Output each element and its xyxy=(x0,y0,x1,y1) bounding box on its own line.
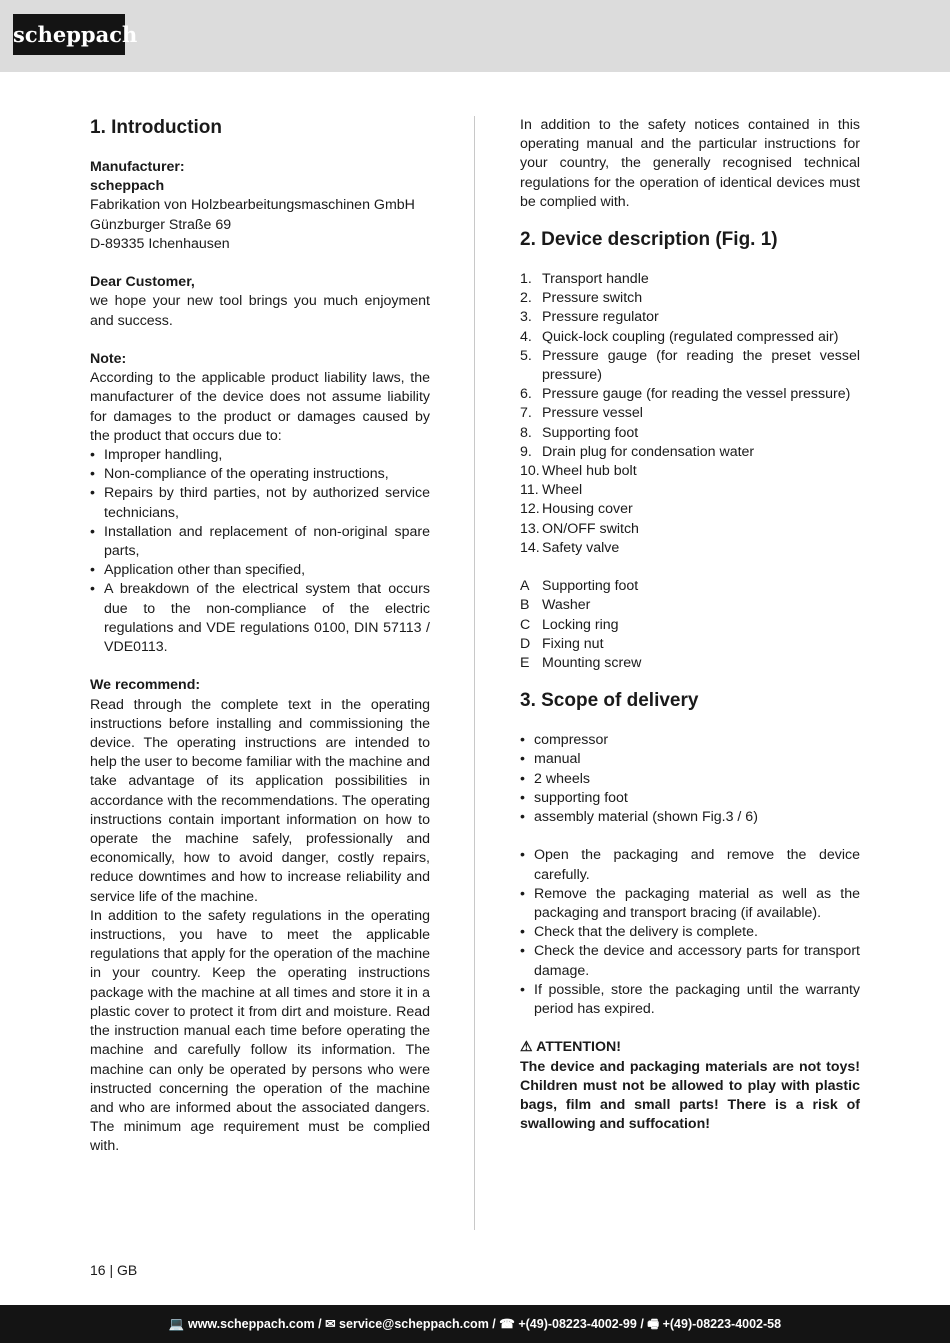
fax-icon: 🖷 xyxy=(647,1317,660,1331)
list-item: • Check that the delivery is complete. xyxy=(520,923,860,942)
fax-number: +(49)-08223-4002-58 xyxy=(662,1317,782,1331)
list-item: B Washer xyxy=(520,597,591,614)
column-divider xyxy=(474,116,475,1230)
mail-icon: ✉ xyxy=(325,1317,336,1331)
manufacturer-street: Günzburger Straße 69 xyxy=(90,216,232,233)
section-title-device-description: 2. Device description (Fig. 1) xyxy=(520,229,778,251)
manufacturer-name: scheppach xyxy=(90,178,165,195)
list-item: 6. Pressure gauge (for reading the vessel pressure) xyxy=(520,386,851,403)
list-item: • Open the packaging and remove the device carefully. xyxy=(520,846,860,884)
list-item: 3. Pressure regulator xyxy=(520,309,659,326)
header-band xyxy=(0,0,950,72)
manufacturer-label: Manufacturer: xyxy=(90,159,185,175)
list-item: • 2 wheels xyxy=(520,770,860,789)
footer-bar: 💻 www.scheppach.com / ✉ service@scheppach.com / ☎ +(49)-08223-4002-99 / 🖷 +(49)-08223-4002-58 xyxy=(0,1305,950,1343)
list-item: • Improper handling, xyxy=(90,446,430,465)
attention-label: ATTENTION! xyxy=(536,1039,622,1056)
list-item: • Installation and replacement of non-original spare parts, xyxy=(90,523,430,561)
scope-steps-list xyxy=(520,846,860,1019)
scope-items-list xyxy=(520,731,860,827)
list-item: E Mounting screw xyxy=(520,655,642,672)
list-item: 2. Pressure switch xyxy=(520,290,643,307)
manufacturer-company: Fabrikation von Holzbearbeitungsmaschinen GmbH xyxy=(90,197,415,214)
dear-customer-text: we hope your new tool brings you much enjoyment and success. xyxy=(90,293,430,329)
safety-intro-text: In addition to the safety notices contained in this operating manual and the particular instructions for your country, the generally recognised technical regulations for the operation of identical devices must be complied with. xyxy=(520,117,860,210)
dear-customer-label: Dear Customer, xyxy=(90,274,195,291)
list-item: 11. Wheel xyxy=(520,482,583,499)
device-parts-list xyxy=(520,270,860,558)
list-item: • compressor xyxy=(520,731,860,750)
list-item: 1. Transport handle xyxy=(520,271,649,288)
list-item: • Repairs by third parties, not by authorized service technicians, xyxy=(90,484,430,522)
list-item: 7. Pressure vessel xyxy=(520,405,643,422)
list-item: 8. Supporting foot xyxy=(520,424,639,441)
list-item: C Locking ring xyxy=(520,616,619,633)
list-item: • manual xyxy=(520,750,860,769)
note-label: Note: xyxy=(90,351,127,367)
warning-triangle-icon: ⚠ xyxy=(520,1039,533,1056)
phone-number: +(49)-08223-4002-99 xyxy=(518,1317,637,1331)
website-link[interactable]: www.scheppach.com xyxy=(187,1317,315,1331)
attention-text: The device and packaging materials are not toys! Children must not be allowed to play with plastic bags, film and small parts! There is a risk of swallowing and suffocation! xyxy=(520,1058,860,1133)
attention-heading xyxy=(520,1038,860,1057)
list-item: A Supporting foot xyxy=(520,578,639,595)
manufacturer-city: D-89335 Ichenhausen xyxy=(90,235,230,252)
list-item: • assembly material (shown Fig.3 / 6) xyxy=(520,808,860,827)
note-bullet-list xyxy=(90,446,430,657)
list-item: 13. ON/OFF switch xyxy=(520,520,639,537)
page-number: 16 | GB xyxy=(90,1262,138,1278)
recommend-label: We recommend: xyxy=(90,677,201,694)
list-item: 9. Drain plug for condensation water xyxy=(520,443,755,460)
list-item: • Remove the packaging material as well as the packaging and transport bracing (if available). xyxy=(520,885,860,923)
note-text: According to the applicable product liability laws, the manufacturer of the device does not assume liability for damages to the product or damages caused by the product that occurs due to: xyxy=(90,370,430,444)
right-column xyxy=(520,116,860,1135)
list-item: • Check the device and accessory parts for transport damage. xyxy=(520,942,860,980)
assembly-parts-list xyxy=(520,577,860,673)
list-item: • If possible, store the packaging until the warranty period has expired. xyxy=(520,981,860,1019)
list-item: D Fixing nut xyxy=(520,635,604,652)
list-item: 12. Housing cover xyxy=(520,501,633,518)
scheppach-logo: scheppach xyxy=(13,14,125,55)
list-item: 10. Wheel hub bolt xyxy=(520,463,637,480)
list-item: 4. Quick-lock coupling (regulated compressed air) xyxy=(520,328,839,345)
recommend-paragraph-2: In addition to the safety regulations in the operating instructions, you have to meet the applicable regulations that apply for the operation of the machine in your country. Keep the operating instructions package with the machine at all times and store it in a plastic cover to protect it from dirt and moisture. Read the instruction manual each time before operating the machine and carefully follow its information. The machine can only be operated by persons who were instructed concerning the operation of the machine and who are informed about the associated dangers. The minimum age requirement must be complied with. xyxy=(90,907,430,1155)
computer-icon: 💻 xyxy=(168,1317,185,1331)
list-item: • Application other than specified, xyxy=(90,561,430,580)
left-column xyxy=(90,116,430,1157)
section-title-scope-of-delivery: 3. Scope of delivery xyxy=(520,690,699,712)
recommend-paragraph-1: Read through the complete text in the operating instructions before installing and commissioning the device. The operating instructions are intended to help the user to become familiar with the machine and take advantage of its application possibilities in accordance with the recommendations. The operating instructions contain important information on how to operate the machine safely, professionally and economically, how to avoid danger, costly repairs, reduce downtimes and how to increase reliability and service life of the machine. xyxy=(90,696,430,905)
list-item: • supporting foot xyxy=(520,789,860,808)
email-link[interactable]: service@scheppach.com xyxy=(339,1317,489,1331)
section-title-introduction: 1. Introduction xyxy=(90,117,222,138)
list-item: 5. Pressure gauge (for reading the preset vessel pressure) xyxy=(520,347,860,384)
list-item: 14. Safety valve xyxy=(520,539,620,556)
phone-icon: ☎ xyxy=(499,1317,515,1331)
list-item: • Non-compliance of the operating instructions, xyxy=(90,465,430,484)
list-item: • A breakdown of the electrical system that occurs due to the non-compliance of the electric regulations and VDE regulations 0100, DIN 57113 / VDE0113. xyxy=(90,580,430,657)
